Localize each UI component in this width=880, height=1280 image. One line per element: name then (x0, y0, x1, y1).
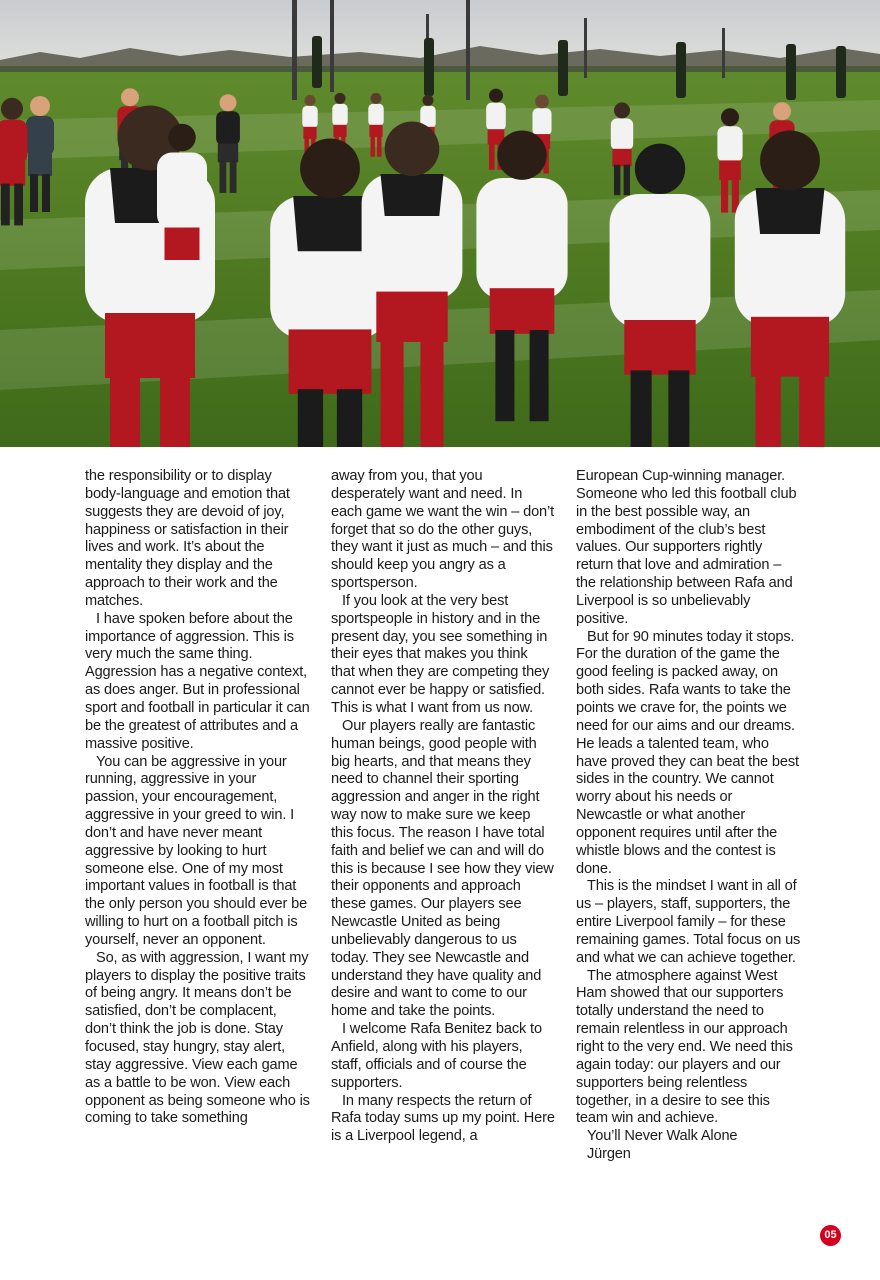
paragraph: The atmosphere against West Ham showed that our supporters totally understand the need to remain relentless in our approach right to the very end. We need this again today: our players and our supporters being relentless together, in a desire to see this team win and achieve. (576, 967, 793, 1127)
paragraph: I have spoken before about the importance of aggression. This is very much the same thing. Aggression has a negative context, as does anger. But in professional sport and football in particular it can be the greatest of attributes and a massive positive. (85, 610, 310, 752)
sign-off-line: You’ll Never Walk Alone (587, 1128, 738, 1145)
article-column-1 (85, 468, 311, 1128)
page-number-badge: 05 (820, 1225, 841, 1246)
paragraph: I welcome Rafa Benitez back to Anfield, along with his players, staff, officials and of course the supporters. (331, 1021, 542, 1091)
paragraph: But for 90 minutes today it stops. For the duration of the game the good feeling is packed away, on both sides. Rafa wants to take the points we crave for, the points we need for our aims and our dreams. He leads a talented team, who have proved they can beat the best sides in the country. We cannot worry about his needs or Newcastle or what another opponent requires until after the whistle blows and the contest is done. (576, 628, 799, 877)
article-column-3 (576, 468, 802, 1164)
paragraph: away from you, that you desperately want and need. In each game we want the win – don’t forget that so do the other guys, they want it just as much – and this should keep you angry as a sportsperson. (331, 468, 555, 592)
paragraph: In many respects the return of Rafa today sums up my point. Here is a Liverpool legend, a (331, 1092, 555, 1145)
paragraph: the responsibility or to display body-language and emotion that suggests they are devoid of joy, happiness or satisfaction in their lives and work. It’s about the mentality they display and the approach to their work and the matches. (85, 468, 290, 609)
paragraph: You can be aggressive in your running, aggressive in your passion, your encouragement, aggressive in your greed to win. I don’t and have never meant aggressive by looking to hurt someone else. One of my most important values in football is that the only person you should ever be willing to hurt on a football pitch is yourself, never an opponent. (85, 753, 308, 948)
training-photo-illustration (0, 0, 880, 447)
paragraph: If you look at the very best sportspeople in history and in the present day, you see something in their eyes that makes you think that when they are competing they cannot ever be happy or satisfied. This is what I want from us now. (331, 592, 550, 716)
paragraph: Our players really are fantastic human beings, good people with big hearts, and that means they need to channel their sporting aggression and anger in the right way now to make sure we keep this focus. The reason I have total faith and belief we can and will do this is because I see how they view their opponents and approach these games. Our players see Newcastle United as being unbelievably dangerous to us today. They see Newcastle and understand they have quality and desire and want to come to our home and take the points. (331, 717, 554, 1020)
article-column-2 (331, 468, 555, 1146)
hero-photo (0, 0, 880, 447)
paragraph: European Cup-winning manager. Someone who led this football club in the best possible way, an embodiment of the club’s best values. Our supporters rightly return that love and admiration – the relationship between Rafa and Liverpool is so unbelievably positive. (576, 468, 797, 627)
paragraph: This is the mindset I want in all of us – players, staff, supporters, the entire Liverpool family – for these remaining games. Total focus on us and what we can achieve together. (576, 878, 801, 966)
paragraph: So, as with aggression, I want my players to display the positive traits of being angry. It means don’t be satisfied, don’t be complacent, don’t think the job is done. Stay focused, stay hungry, stay alert, stay aggressive. View each game as a battle to be won. View each opponent as being someone who is coming to take something (85, 949, 310, 1127)
signature-name: Jürgen (587, 1146, 631, 1163)
